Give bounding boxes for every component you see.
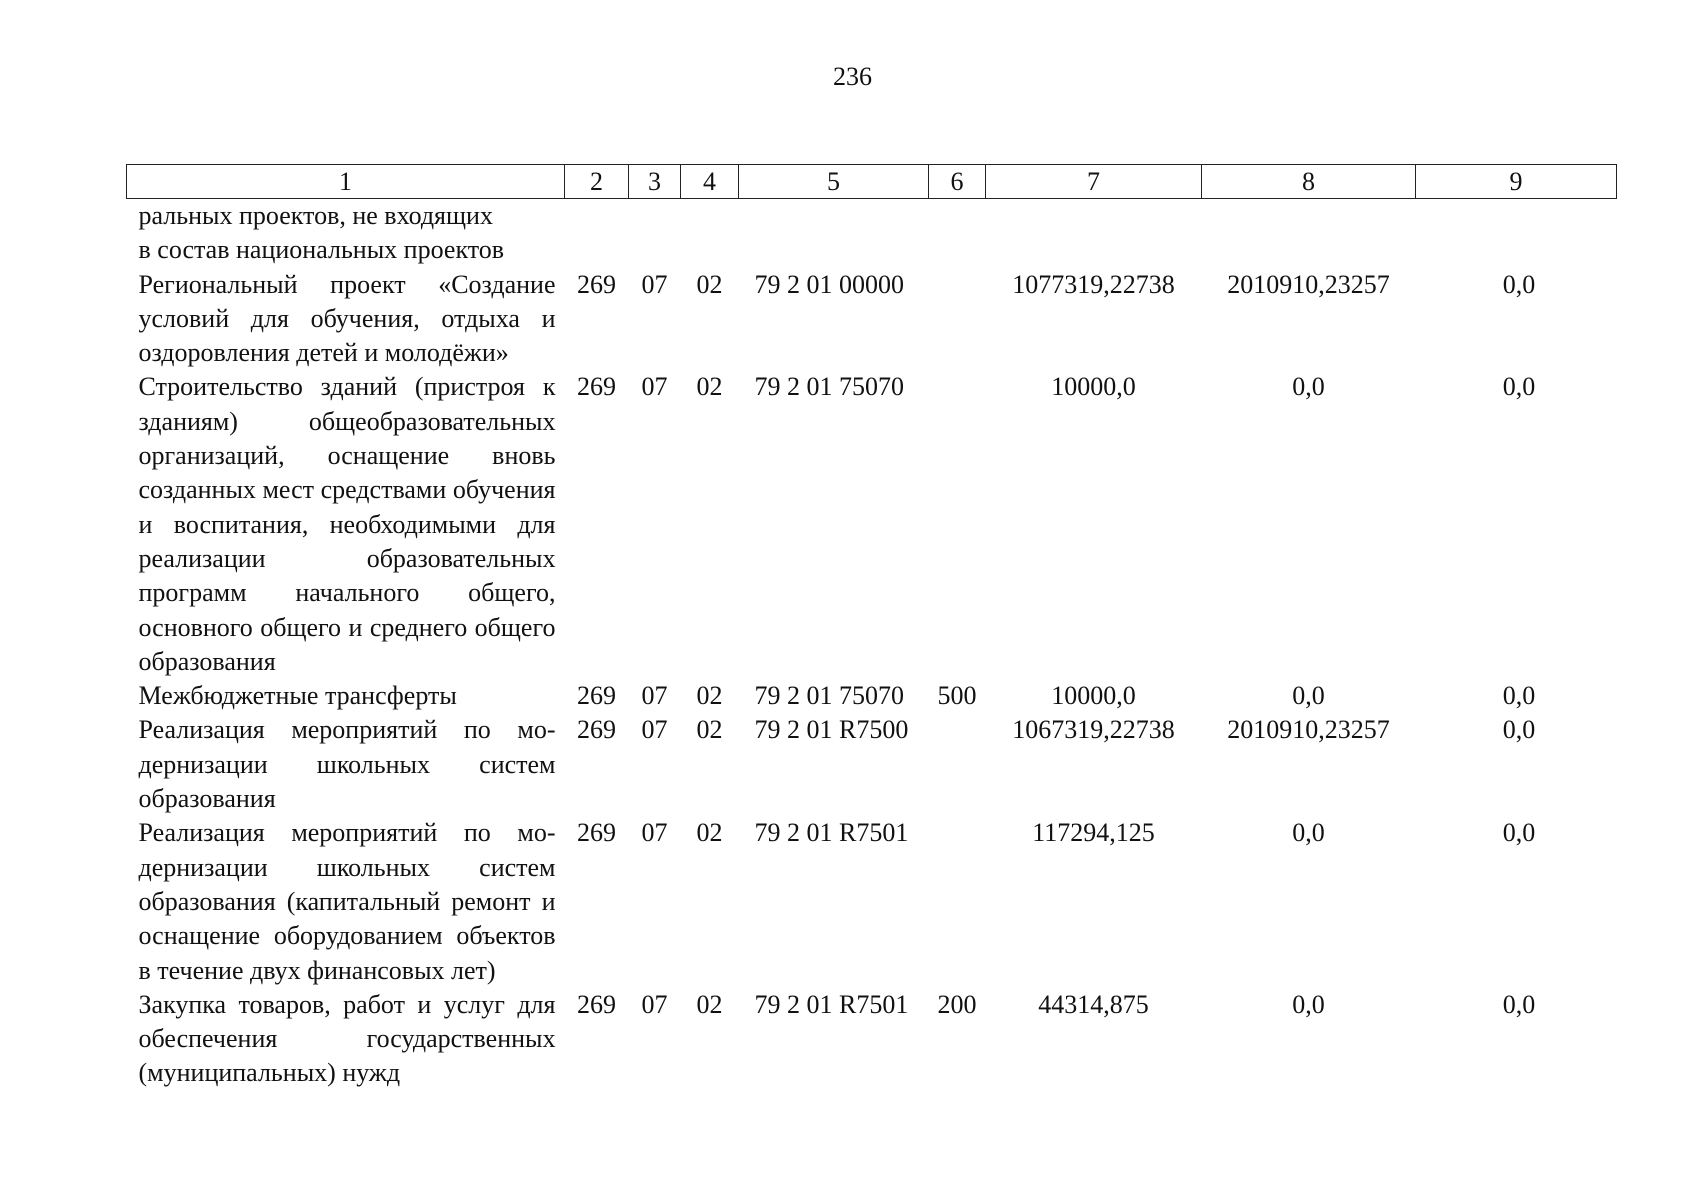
- row-col-2: 269: [577, 269, 616, 299]
- header-row: [127, 165, 1617, 199]
- row-col-6: 500: [937, 681, 977, 711]
- row-name: Строительство зданий (пристроя к зданиям) общеобразовательных организаций, оснащение вновь созданных мест средствами обучения и воспитания, необходимыми для реализации образовательных программ начального общего, основного общего и среднего общего образования: [138, 372, 556, 676]
- table-row: [127, 370, 1617, 679]
- row-col-5: 79 2 01 R7500: [754, 715, 909, 745]
- row-col-9: 0,0: [1502, 715, 1536, 745]
- header-col-9: 9: [1416, 165, 1617, 199]
- row-col-2: 269: [577, 681, 616, 711]
- table-row: [127, 713, 1617, 816]
- row-col-2: 269: [577, 989, 616, 1019]
- row-col-2: 269: [577, 818, 616, 848]
- budget-table: [126, 164, 1617, 1091]
- row-name: Реализация мероприятий по модернизации школьных систем образования (капитальный ремонт и оснащение оборудованием объектов в течение двух финансовых лет): [138, 818, 556, 985]
- row-col-4: 02: [696, 269, 723, 299]
- row-col-9: 0,0: [1502, 681, 1536, 711]
- row-col-8: 0,0: [1292, 818, 1325, 848]
- row-col-4: 02: [696, 818, 723, 848]
- header-col-5: 5: [739, 165, 929, 199]
- row-col-6: 200: [937, 989, 977, 1019]
- header-col-2: 2: [565, 165, 629, 199]
- row-col-7: 117294,125: [1032, 818, 1155, 848]
- row-name: Межбюджетные трансферты: [138, 681, 457, 711]
- row-col-4: 02: [696, 989, 723, 1019]
- row-col-5: 79 2 01 75070: [754, 372, 904, 402]
- row-col-9: 0,0: [1502, 818, 1536, 848]
- row-col-7: 10000,0: [1051, 372, 1136, 402]
- table-row: [127, 268, 1617, 371]
- row-col-9: 0,0: [1502, 372, 1536, 402]
- continuation-line-2: в состав национальных проектов: [138, 235, 505, 265]
- table-row: [127, 816, 1617, 987]
- row-col-5: 79 2 01 00000: [754, 269, 904, 299]
- row-col-2: 269: [577, 372, 616, 402]
- table-row: [127, 679, 1617, 713]
- row-col-3: 07: [641, 372, 668, 402]
- continuation-line-1: ральных проектов, не входящих: [138, 201, 493, 230]
- row-col-3: 07: [641, 269, 668, 299]
- row-col-9: 0,0: [1502, 269, 1536, 299]
- row-col-3: 07: [641, 681, 668, 711]
- row-col-2: 269: [577, 715, 616, 745]
- row-col-8: 0,0: [1292, 372, 1325, 402]
- header-col-8: 8: [1202, 165, 1416, 199]
- row-col-8: 0,0: [1292, 989, 1325, 1019]
- continuation-text: [127, 199, 565, 268]
- row-col-6: [929, 268, 986, 371]
- row-col-4: 02: [696, 715, 723, 745]
- row-col-5: 79 2 01 75070: [754, 681, 904, 711]
- row-col-9: 0,0: [1502, 989, 1536, 1019]
- row-col-8: 2010910,23257: [1227, 715, 1390, 745]
- row-col-3: 07: [641, 715, 668, 745]
- row-col-4: 02: [696, 372, 723, 402]
- row-name: Закупка товаров, работ и услуг для обеспечения государственных (муниципальных) нужд: [138, 989, 556, 1088]
- row-col-6: [929, 713, 986, 816]
- header-col-1: 1: [127, 165, 565, 199]
- row-col-7: 10000,0: [1051, 681, 1136, 711]
- row-col-8: 0,0: [1292, 681, 1325, 711]
- row-col-8: 2010910,23257: [1227, 269, 1390, 299]
- row-col-3: 07: [641, 989, 668, 1019]
- row-name: Региональный проект «Создание условий для обучения, отдыха и оздоровления детей и молодёжи»: [138, 269, 556, 368]
- row-col-7: 44314,875: [1038, 989, 1149, 1019]
- table-row: [127, 988, 1617, 1091]
- header-col-6: 6: [929, 165, 986, 199]
- page-number: 236: [833, 62, 872, 91]
- row-col-3: 07: [641, 818, 668, 848]
- header-col-4: 4: [681, 165, 739, 199]
- row-name: Реализация мероприятий по модернизации школьных систем образования: [138, 715, 556, 814]
- row-col-7: 1077319,22738: [1012, 269, 1175, 299]
- row-col-5: 79 2 01 R7501: [754, 818, 909, 848]
- continuation-row: [127, 199, 1617, 268]
- row-col-4: 02: [696, 681, 723, 711]
- row-col-7: 1067319,22738: [1012, 715, 1175, 745]
- header-col-7: 7: [986, 165, 1202, 199]
- row-col-5: 79 2 01 R7501: [754, 989, 909, 1019]
- row-col-6: [929, 816, 986, 987]
- row-col-6: [929, 370, 986, 679]
- header-col-3: 3: [629, 165, 681, 199]
